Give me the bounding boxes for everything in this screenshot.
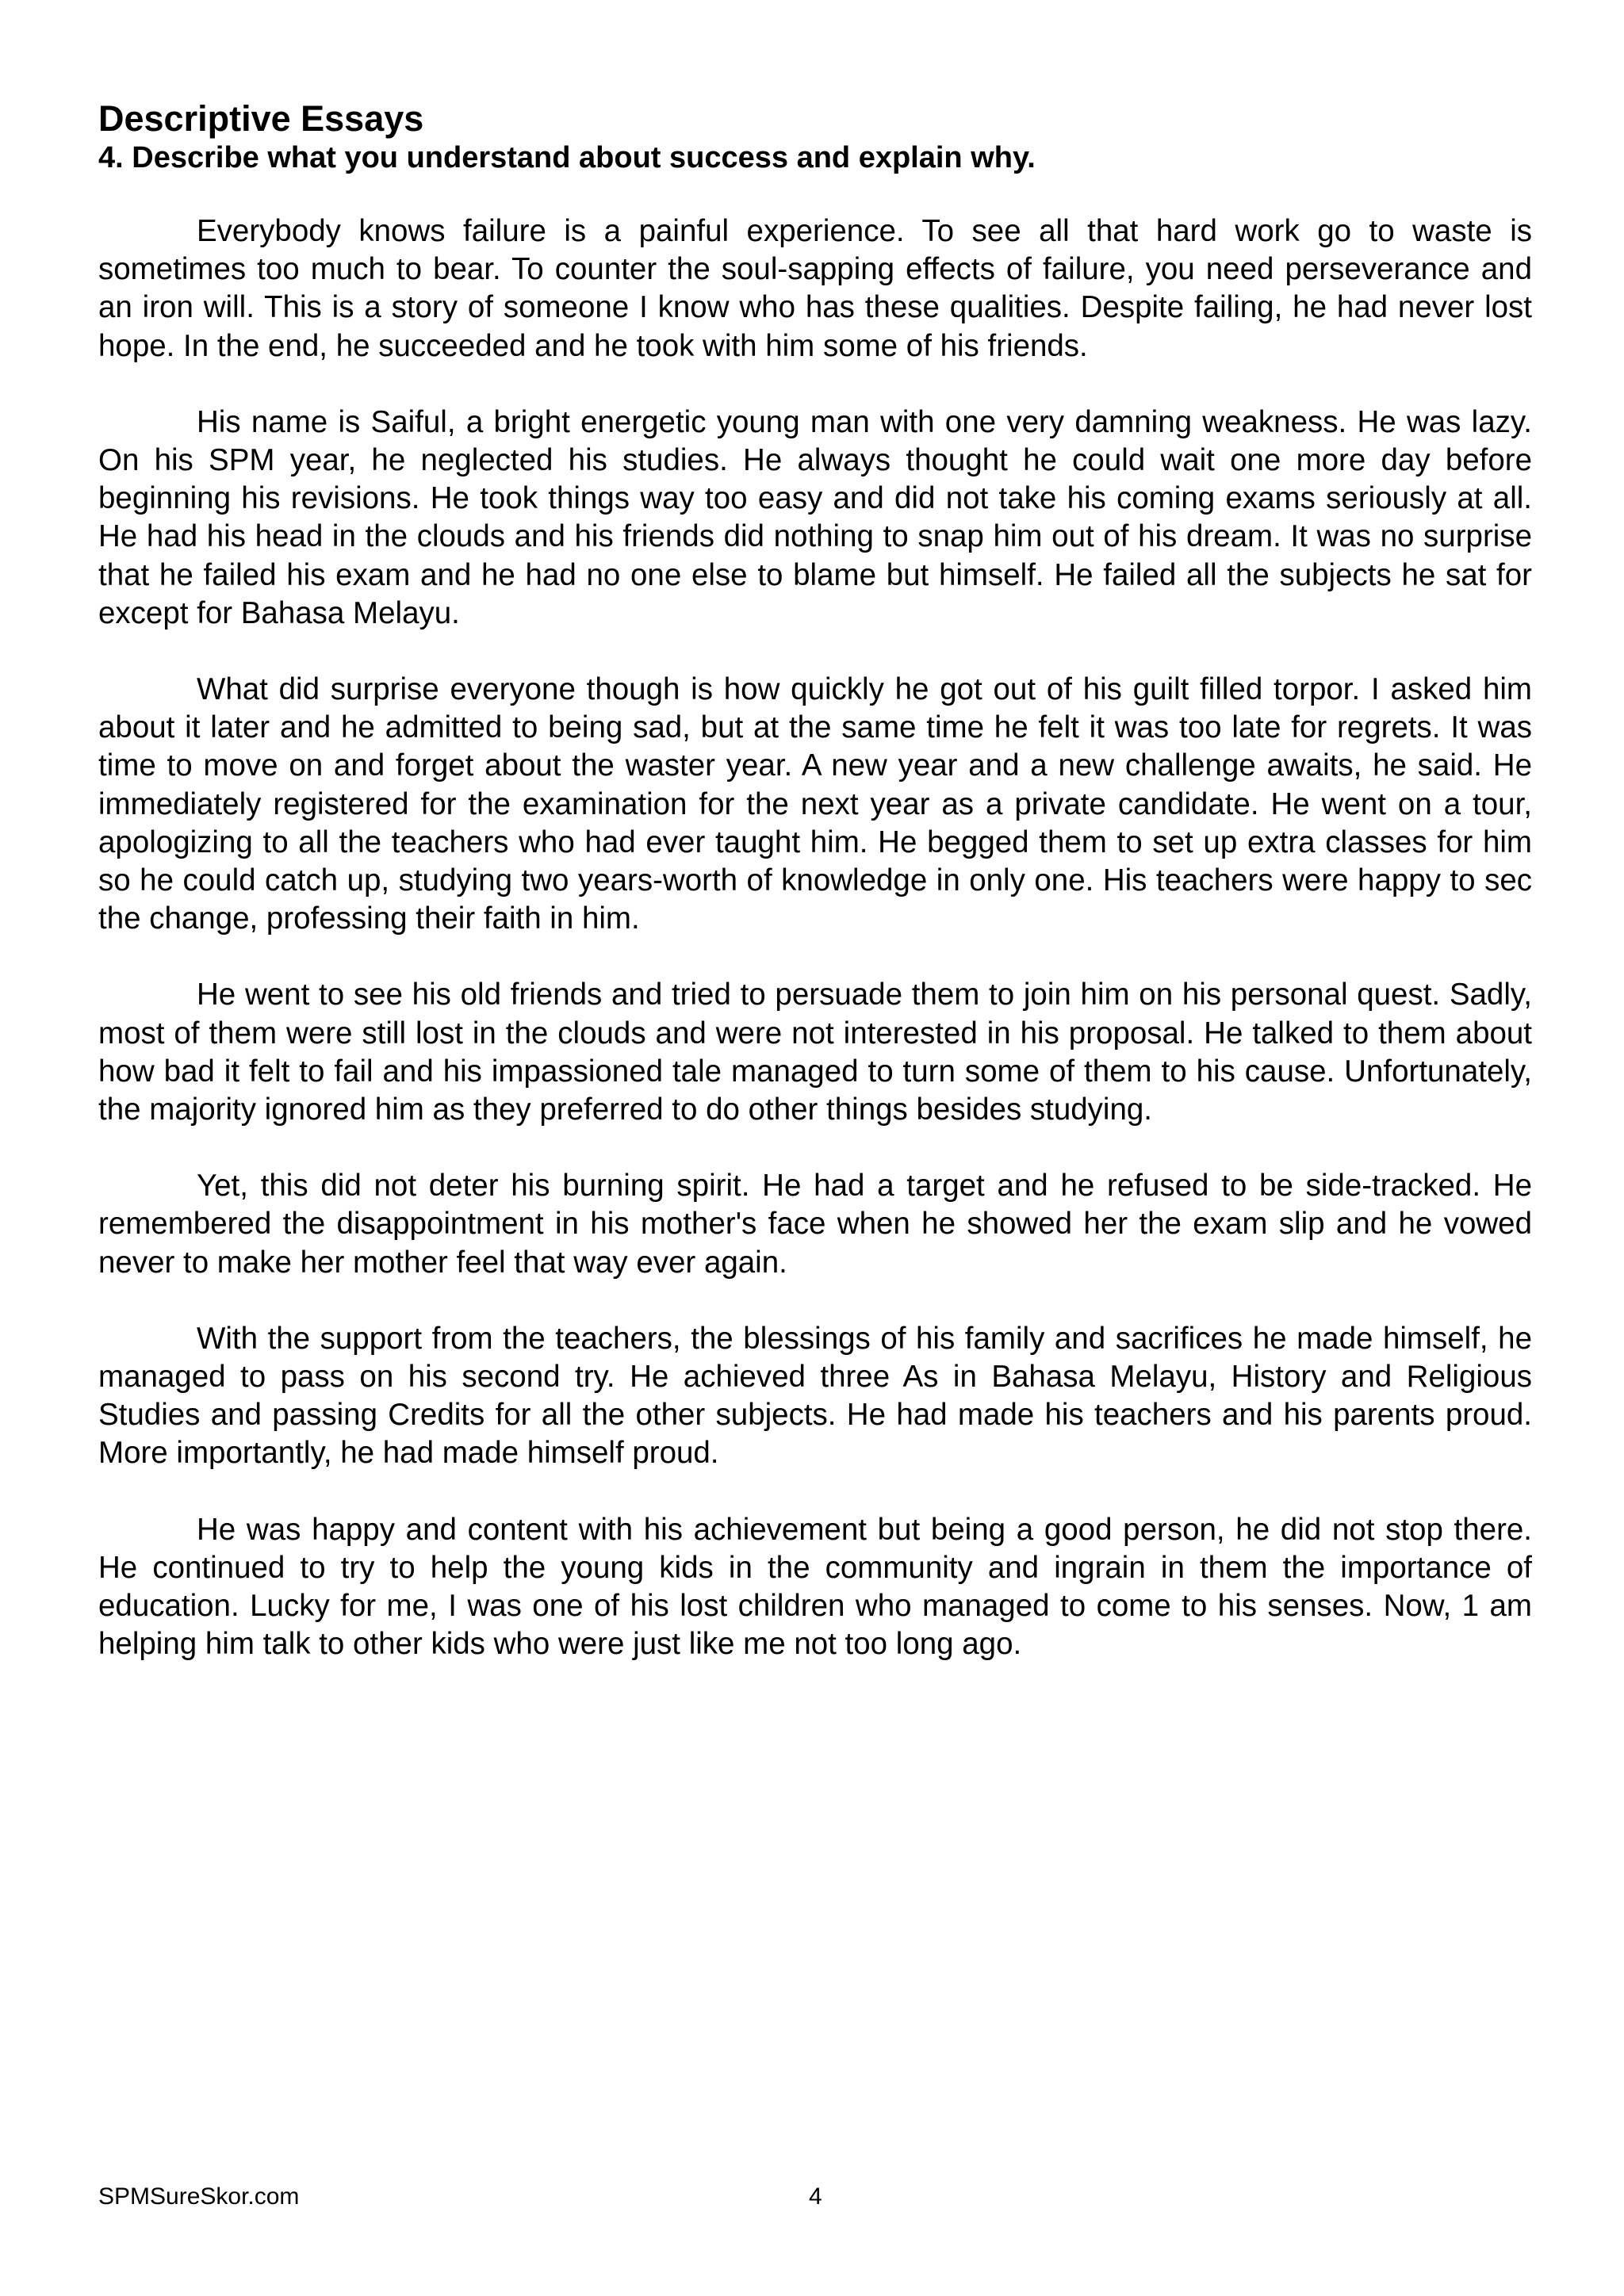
essay-paragraph: Everybody knows failure is a painful experience. To see all that hard work go to waste is sometimes too much to bear. To counter the soul-sapping effects of failure, you need perseverance and an iron will. This is a story of someone I know who has these qualities. Despite failing, he had never lost hope. In the end, he succeeded and he took with him some of his friends. — [98, 214, 1532, 363]
essay-paragraph: He went to see his old friends and tried to persuade them to join him on his personal quest. Sadly, most of them were still lost in the clouds and were not interested in his proposal. He talked to them about how bad it felt to fail and his impassioned tale managed to turn some of them to his cause. Unfortunately, the majority ignored him as they preferred to do other things besides studying. — [98, 978, 1532, 1127]
footer-page-number: 4 — [809, 2183, 822, 2210]
document-title: Descriptive Essays — [98, 98, 424, 139]
essay-paragraph: His name is Saiful, a bright energetic young man with one very damning weakness. He was lazy. On his SPM year, he neglected his studies. He always thought he could wait one more day before beginning his revisions. He took things way too easy and did not take his coming exams seriously at all. He had his head in the clouds and his friends did nothing to snap him out of his dream. It was no surprise that he failed his exam and he had no one else to blame but himself. He failed all the subjects he sat for except for Bahasa Melayu. — [98, 404, 1532, 630]
document-page — [98, 98, 1532, 1702]
essay-paragraph: Yet, this did not deter his burning spirit. He had a target and he refused to be side-tracked. He remembered the disappointment in his mother's face when he showed her the exam slip and he vowed never to make her mother feel that way ever again. — [98, 1169, 1532, 1280]
essay-paragraph: With the support from the teachers, the blessings of his family and sacrifices he made himself, he managed to pass on his second try. He achieved three As in Bahasa Melayu, History and Religious Studies and passing Credits for all the other subjects. He had made his teachers and his parents proud. More importantly, he had made himself proud. — [98, 1321, 1532, 1471]
footer-site-name: SPMSureSkor.com — [98, 2183, 300, 2210]
essay-body — [98, 212, 1532, 1664]
essay-paragraph: He was happy and content with his achievement but being a good person, he did not stop there. He continued to try to help the young kids in the community and ingrain in them the importance of education. Lucky for me, I was one of his lost children who managed to come to his senses. Now, 1 am helping him talk to other kids who were just like me not too long ago. — [98, 1512, 1532, 1662]
essay-paragraph: What did surprise everyone though is how quickly he got out of his guilt filled torpor. I asked him about it later and he admitted to being sad, but at the same time he felt it was too late for regrets. It was time to move on and forget about the waster year. A new year and a new challenge awaits, he said. He immediately registered for the examination for the next year as a private candidate. He went on a tour, apologizing to all the teachers who had ever taught him. He begged them to set up extra classes for him so he could catch up, studying two years-worth of knowledge in only one. His teachers were happy to sec the change, professing their faith in him. — [98, 672, 1532, 936]
essay-question: 4. Describe what you understand about success and explain why. — [98, 141, 1036, 174]
